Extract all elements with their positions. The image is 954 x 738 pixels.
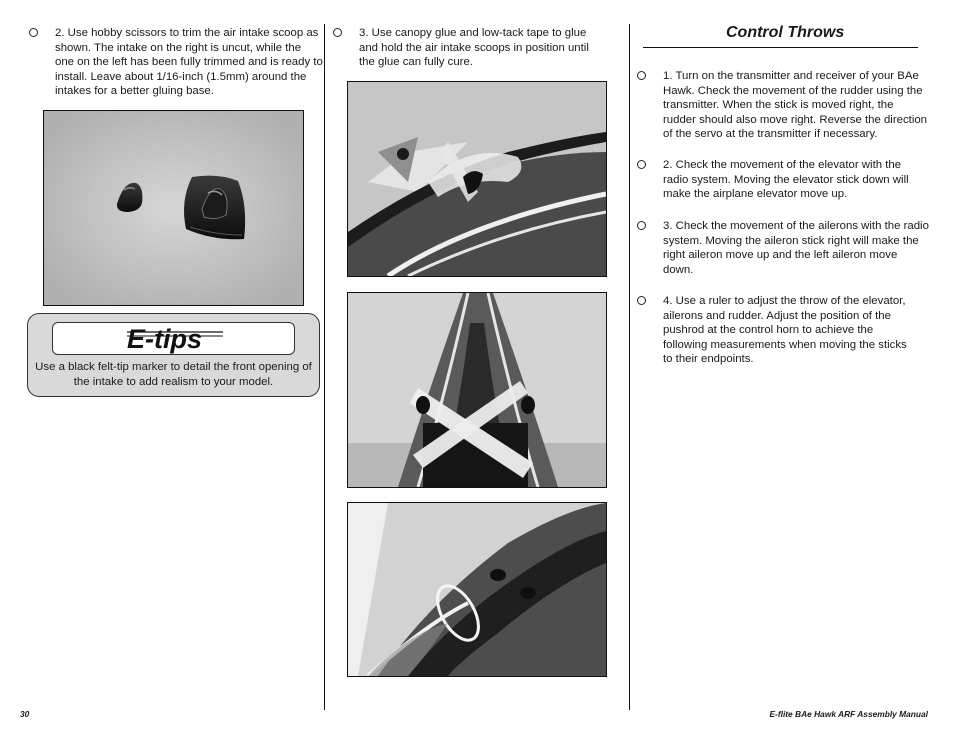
photo-taped-scoop-top [347, 292, 607, 488]
svg-text:E-tips: E-tips [127, 324, 203, 354]
photo-taped-scoop-side [347, 81, 607, 277]
step-2-elevator-check: 2. Check the movement of the elevator with the radio system. Moving the elevator stick down will make the airplane elevator move up. [637, 158, 929, 202]
photo-rubber-band-scoop [347, 502, 607, 677]
page-number: 30 [20, 709, 30, 719]
column-divider-right [629, 24, 630, 710]
rubber-band-image [348, 503, 606, 676]
step-3-glue-scoops: 3. Use canopy glue and low-tack tape to glue and hold the air intake scoops in position until the glue can fully cure. [333, 26, 603, 70]
taped-scoop-image [348, 82, 606, 276]
step-2-trim-intake: 2. Use hobby scissors to trim the air intake scoop as shown. The intake on the right is uncut, while the one on the left has been fully trimmed and is ready to install. Leave about 1/16-inch (1.5mm) around the intakes for a better gluing base. [29, 26, 323, 99]
taped-scoop-top-image [348, 293, 606, 487]
step-3-aileron-check: 3. Check the movement of the ailerons with the radio system. Moving the aileron stick right will make the right aileron move up and the left aileron move down. [637, 219, 929, 277]
heading-underline [643, 47, 918, 48]
checkbox-bullet-icon[interactable] [29, 28, 38, 37]
intake-scoops-image [44, 111, 303, 305]
checkbox-bullet-icon[interactable] [637, 296, 646, 305]
checkbox-bullet-icon[interactable] [637, 71, 646, 80]
etips-callout [27, 313, 320, 397]
column-divider-left [324, 24, 325, 710]
etips-logo [53, 323, 294, 354]
checkbox-bullet-icon[interactable] [333, 28, 342, 37]
checkbox-bullet-icon[interactable] [637, 221, 646, 230]
manual-title: E-flite BAe Hawk ARF Assembly Manual [769, 709, 928, 719]
photo-trimmed-intakes [43, 110, 304, 306]
checkbox-bullet-icon[interactable] [637, 160, 646, 169]
step-4-adjust-throws: 4. Use a ruler to adjust the throw of the elevator, ailerons and rudder. Adjust the position of the pushrod at the control horn to achieve the following measurements when moving the sticks to their endpoints. [637, 294, 915, 367]
etips-text: Use a black felt-tip marker to detail the front opening of the intake to add realism to your model. [35, 361, 312, 388]
etips-banner [52, 322, 295, 355]
step-1-rudder-check: 1. Turn on the transmitter and receiver of your BAe Hawk. Check the movement of the rudder using the transmitter. When the stick is moved right, the rudder should also move right. Reverse the direction of the servo at the transmitter if necessary. [637, 69, 929, 142]
section-heading: Control Throws [726, 24, 845, 41]
